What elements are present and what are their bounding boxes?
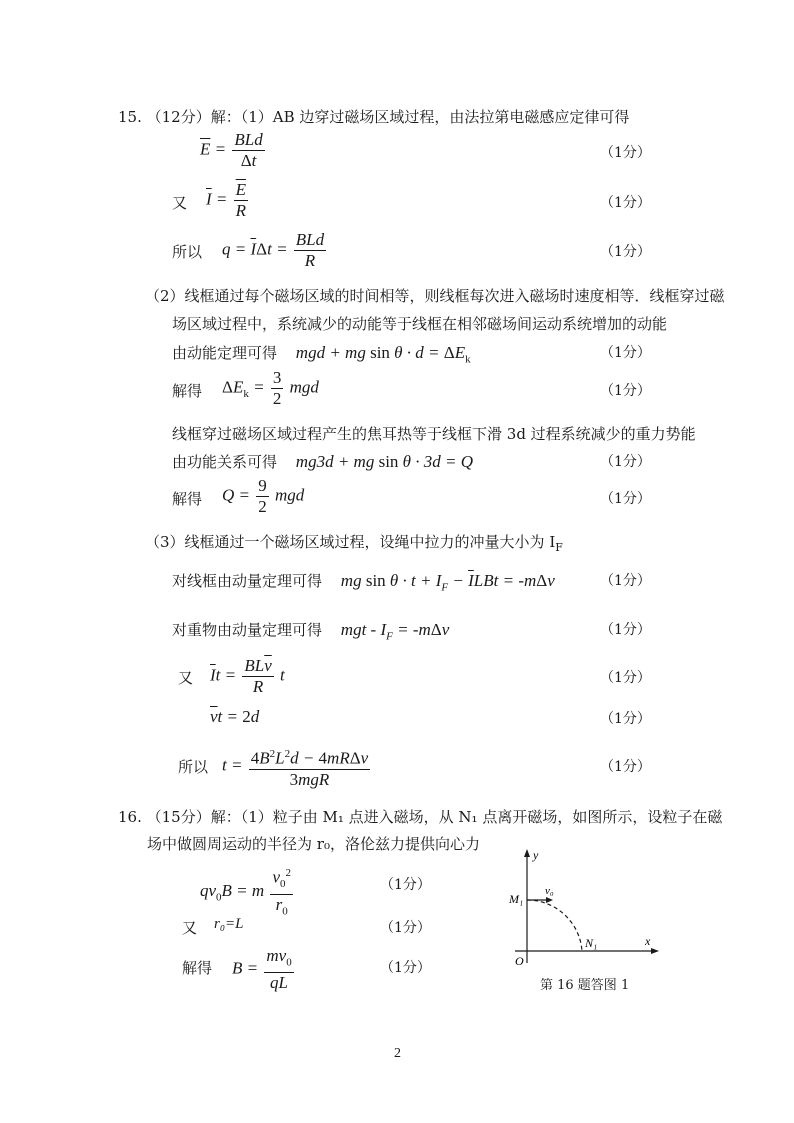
y-axis-arrow-icon [524, 849, 530, 857]
x-axis-arrow-icon [651, 948, 659, 954]
q15-eq-charge: $q = \overline{I}\Delta t$ = $\frac{\text{BLd}}{R}$ [222, 230, 325, 270]
q15-eq-dek: $\Delta E_k$ = $\frac{3}{2}$ mgd [222, 368, 319, 408]
score: （1分） [600, 195, 651, 211]
label-o: O [515, 954, 524, 968]
label-m1: M₁ [509, 892, 524, 906]
score: （1分） [600, 454, 651, 470]
score: （1分） [380, 877, 431, 893]
score: （1分） [380, 960, 431, 976]
label: 对线框由动量定理可得 [172, 572, 323, 590]
score: （1分） [600, 573, 651, 589]
q15-eq-it: $\overline{I}t$ = $\frac{BL\overline{v}}{R}$ t [210, 656, 285, 696]
label: 由动能定理可得 [172, 344, 278, 362]
label: 对重物由动量定理可得 [172, 621, 323, 639]
q16-eq-lorentz: $qv_0B = m$ $\frac{v_0^2}{r_0}$ [200, 863, 295, 921]
q15-header: 15. （12分）解：（1）AB 边穿过磁场区域过程，由法拉第电磁感应定律可得 [118, 108, 630, 126]
score: （1分） [600, 345, 651, 361]
score: （1分） [600, 670, 651, 686]
q15-eq-emf: $\overline{E}$ = $\frac{\text{BLd}}{\Delta t}$ [200, 130, 263, 170]
q15-p2-line2: 场区域过程中，系统减少的动能等于线框在相邻磁场间运动系统增加的动能 [172, 315, 668, 333]
q15-eq-vt: $\overline{v}t = 2d$ [210, 707, 260, 726]
velocity-arrow-icon [546, 897, 553, 903]
trajectory-arc [527, 900, 582, 951]
page-number: 2 [394, 1046, 401, 1061]
q16-line2: 场中做圆周运动的半径为 r₀，洛伦兹力提供向心力 [147, 835, 480, 853]
q16-figure [505, 845, 665, 995]
label-x: x [645, 934, 651, 948]
text: （3）线框通过一个磁场区域过程，设绳中拉力的冲量大小为 I [145, 533, 556, 551]
q15-p2-line6: 由功能关系可得 mg3d + mg sin θ · 3d = Q [172, 452, 474, 471]
q15-p2-line3: 由动能定理可得 mgd + mg $\sin \theta \cdot d = \Delta E_k$ [172, 343, 471, 366]
q15-p3-line2: 对线框由动量定理可得 mg $\sin \theta \cdot t + I_F - \overline{I}LBt = -m\Delta v$ [172, 571, 555, 594]
label-suoyi: 所以 [172, 243, 203, 261]
label-jiede: 解得 [172, 490, 203, 508]
q16-eq-r0: r₀=L [214, 916, 244, 932]
label-you: 又 [172, 194, 188, 212]
label: 由功能关系可得 [172, 453, 278, 471]
q15-p3-line3: 对重物由动量定理可得 mgt - $I_F = -m\Delta v$ [172, 620, 450, 643]
score: （1分） [600, 759, 651, 775]
q15-p3-line1 [145, 531, 563, 554]
score: （1分） [600, 491, 651, 507]
q15-eq-q: Q = $\frac{9}{2}$ mgd [222, 476, 305, 516]
score: （1分） [600, 711, 651, 727]
label-v0: v₀ [545, 885, 554, 897]
score: （1分） [600, 244, 651, 260]
subscript: F [555, 541, 563, 554]
score: （1分） [380, 920, 431, 936]
q15-p2-line1: （2）线框通过每个磁场区域的时间相等，则线框每次进入磁场时速度相等．线框穿过磁 [145, 287, 725, 305]
q15-eq-t: t = $\frac{4B^2L^2d - 4mR\Delta v}{\text{3mgR}}$ [222, 744, 372, 790]
label-y: y [533, 848, 539, 862]
q15-eq-current: $\overline{I}$ = $\frac{\overline{E}}{R}$ [206, 180, 247, 220]
q16-eq-b: B = $\frac{mv_0}{qL}$ [232, 946, 292, 993]
label-suoyi: 所以 [178, 758, 209, 776]
figure-caption: 第 16 题答图 1 [540, 978, 630, 993]
score: （1分） [600, 622, 651, 638]
label-n1: N₁ [585, 936, 598, 950]
score: （1分） [600, 145, 651, 161]
label-jiede: 解得 [182, 959, 213, 977]
score: （1分） [600, 383, 651, 399]
q16-line1: 16. （15分）解：（1）粒子由 M₁ 点进入磁场，从 N₁ 点离开磁场，如图所示，设粒子在磁 [118, 808, 723, 826]
label-you: 又 [178, 669, 194, 687]
q15-p2-line5: 线框穿过磁场区域过程产生的焦耳热等于线框下滑 3d 过程系统减少的重力势能 [172, 425, 696, 443]
label-jiede: 解得 [172, 382, 203, 400]
label-you: 又 [182, 919, 198, 937]
